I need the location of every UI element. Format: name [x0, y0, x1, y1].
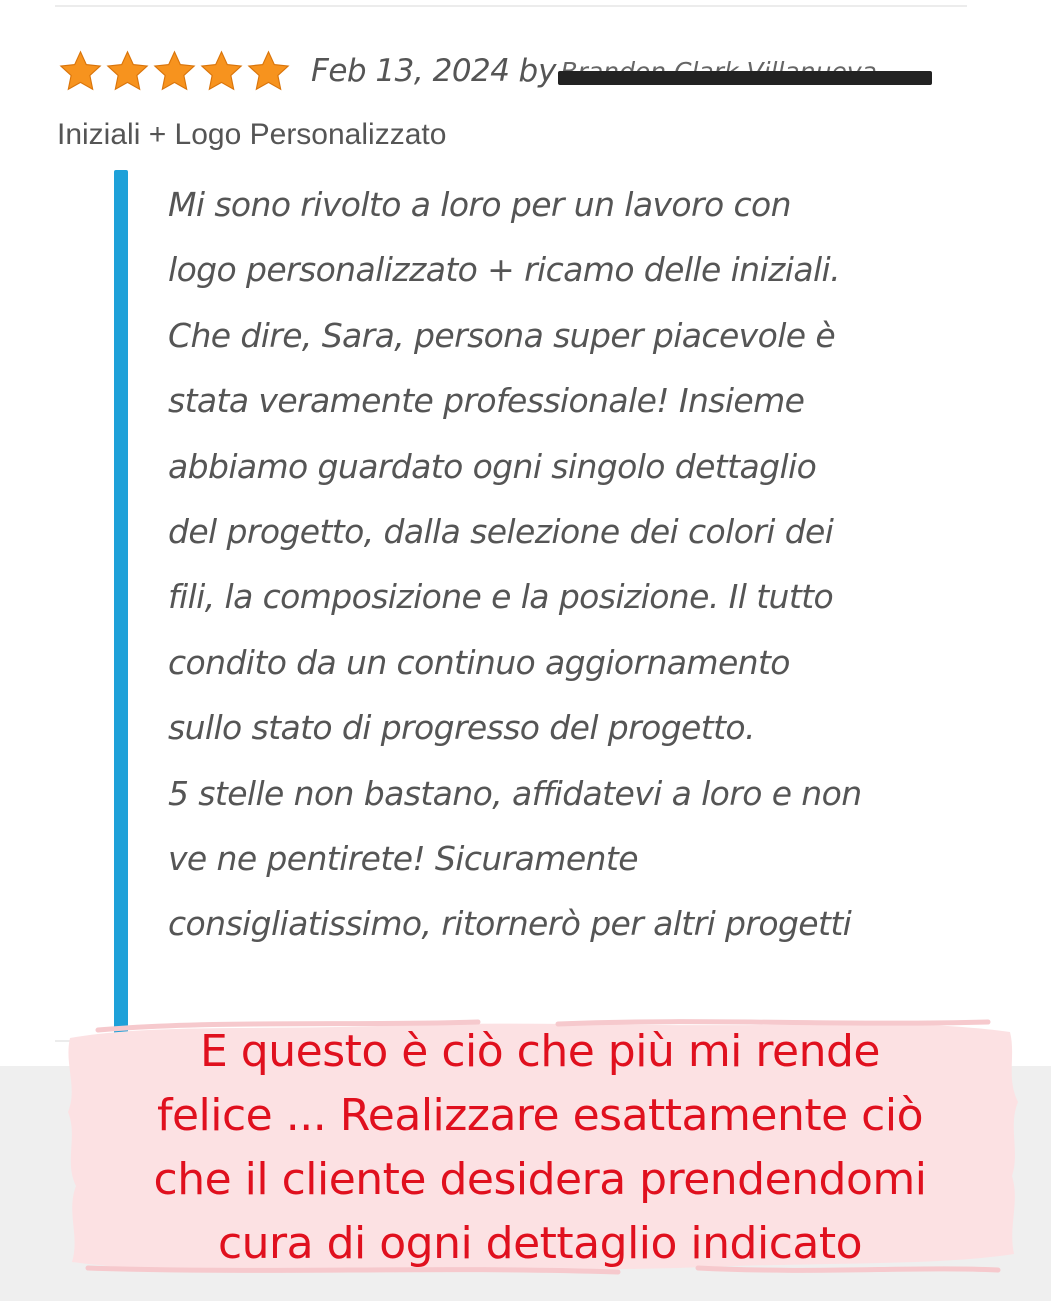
review-date: Feb 13, 2024 — [311, 53, 510, 89]
review-text — [168, 172, 928, 957]
review-text-line: consigliatissimo, ritornerò per altri progetti — [168, 904, 852, 944]
caption-overlay — [60, 1020, 1020, 1276]
star-icon — [105, 49, 150, 94]
review-text-line: Che dire, Sara, persona super piacevole è — [168, 315, 836, 355]
review-text-line: Mi sono rivolto a loro per un lavoro con — [168, 185, 791, 224]
star-icon — [152, 49, 197, 94]
star-icon — [58, 49, 103, 94]
review-by-label: by — [518, 53, 557, 89]
review-text-line: del progetto, dalla selezione dei colori dei — [168, 511, 834, 551]
top-divider — [55, 5, 967, 7]
review-text-line: fili, la composizione e la posizione. Il tutto — [168, 577, 834, 617]
review-text-line: 5 stelle non bastano, affidatevi a loro e non — [168, 773, 862, 813]
review-text-line: logo personalizzato + ricamo delle iniziali. — [168, 250, 840, 290]
product-title: Iniziali + Logo Personalizzato — [57, 118, 447, 151]
caption-line: felice ... Realizzare esattamente ciò — [156, 1090, 923, 1141]
star-icon — [199, 49, 244, 94]
caption-line: che il cliente desidera prendendomi — [153, 1154, 927, 1205]
caption-line: cura di ogni dettaglio indicato — [217, 1218, 863, 1269]
caption-line: E questo è ciò che più mi rende — [200, 1026, 880, 1077]
review-text-line: sullo stato di progresso del progetto. — [168, 708, 755, 748]
quote-accent-bar — [114, 170, 128, 1048]
star-icon — [246, 49, 291, 94]
star-rating — [58, 49, 291, 94]
review-text-line: stata veramente professionale! Insieme — [168, 381, 805, 421]
redaction-mark — [558, 71, 932, 85]
review-text-line: abbiamo guardato ogni singolo dettaglio — [168, 446, 817, 486]
review-text-line: condito da un continuo aggiornamento — [168, 642, 790, 682]
review-text-line: ve ne pentirete! Sicuramente — [168, 838, 638, 878]
